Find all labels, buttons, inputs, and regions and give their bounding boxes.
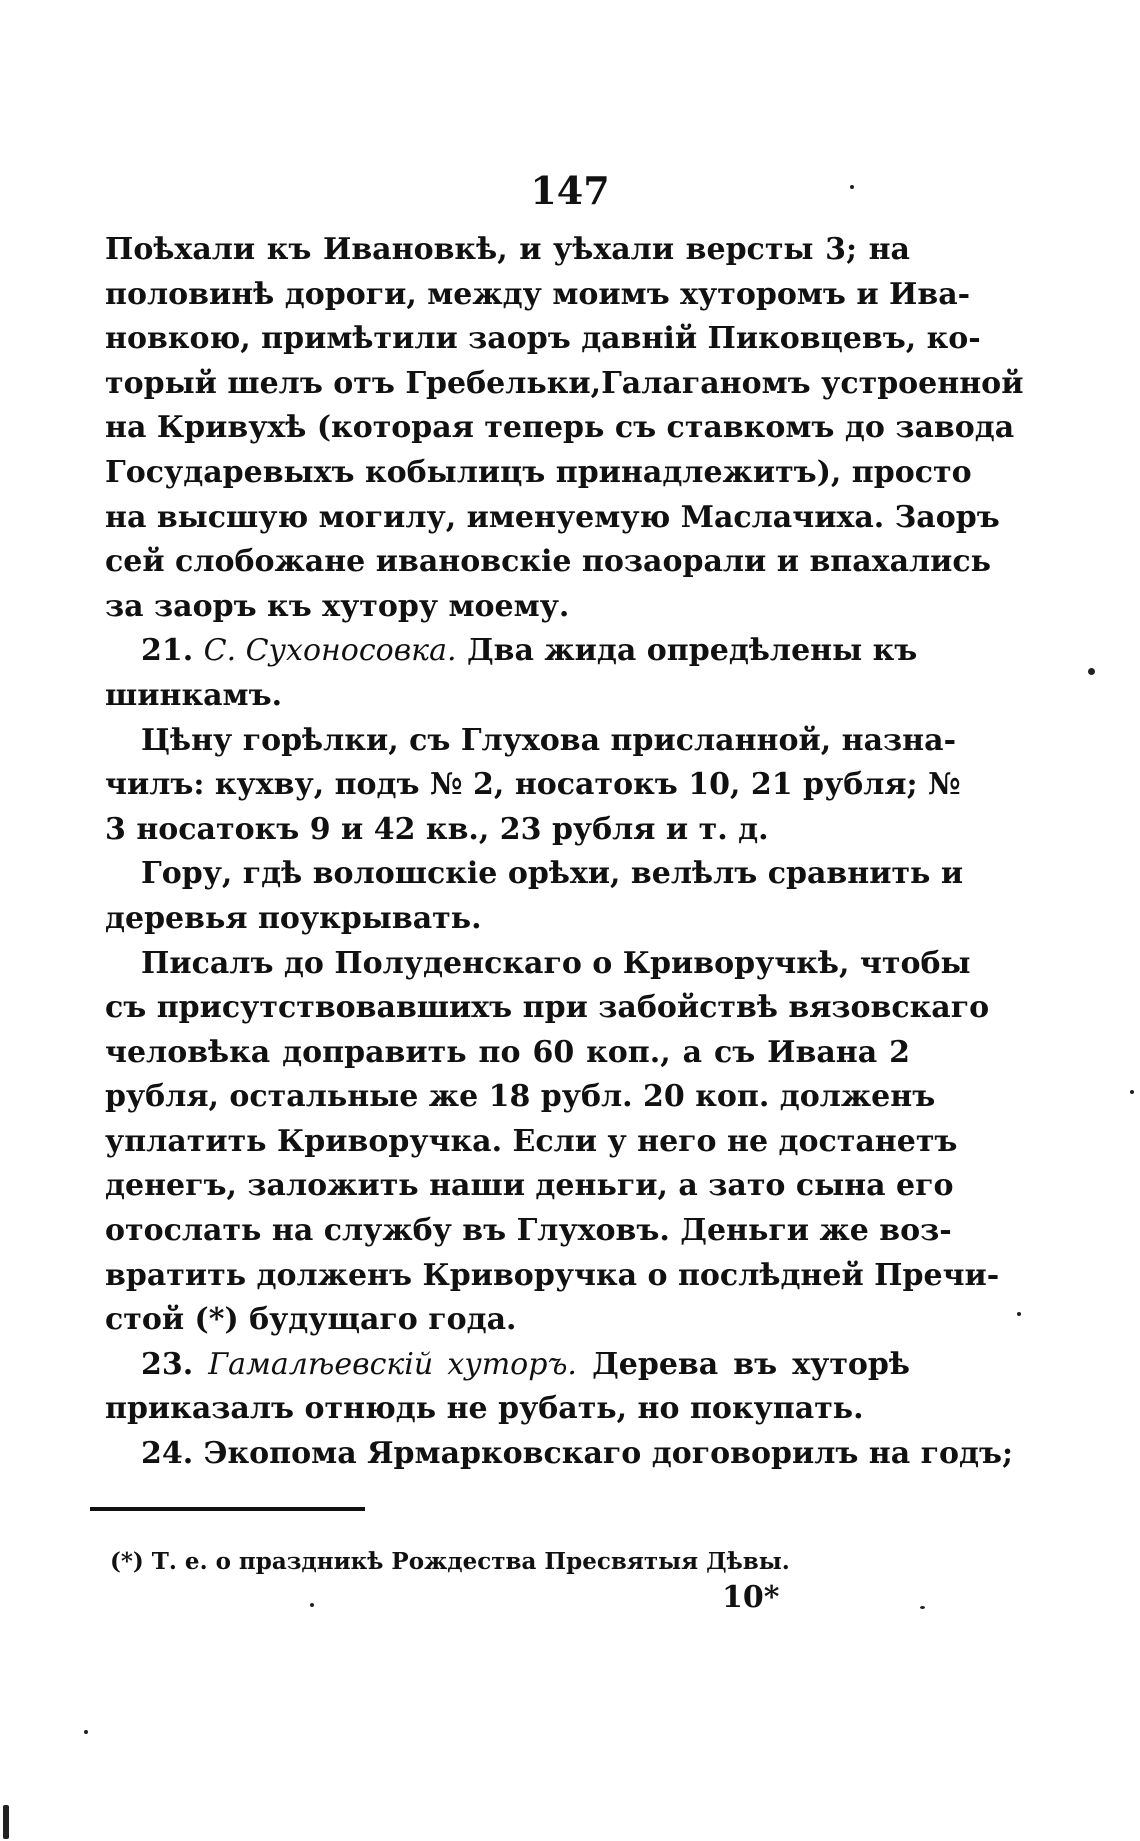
text-line: съ присутствовавшихъ при забойствѣ вязовскаго	[105, 990, 990, 1026]
text-line: уплатить Криворучка. Если у него не достанетъ	[105, 1123, 958, 1159]
footnote-rule	[90, 1507, 365, 1511]
ink-speck	[1130, 1090, 1134, 1094]
text-line: чилъ: кухву, подъ № 2, носатокъ 10, 21 рубля; №	[105, 767, 961, 803]
text-line: Гору, гдѣ волошскіе орѣхи, велѣлъ сравнить и	[141, 856, 964, 892]
text-line: на высшую могилу, именуемую Маслачиха. Заоръ	[105, 499, 1000, 535]
text-line: денегъ, заложить наши деньги, а зато сына его	[105, 1168, 954, 1204]
page-number: 147	[530, 168, 610, 213]
text-line: за заоръ къ хутору моему.	[105, 588, 570, 624]
text-line: Государевыхъ кобылицъ принадлежитъ), просто	[105, 454, 972, 490]
entry-21-heading	[105, 629, 918, 674]
ink-speck	[920, 1606, 925, 1609]
text-line: половинѣ дороги, между моимъ хуторомъ и Ива-	[105, 276, 971, 312]
text-line: на Кривухѣ (которая теперь съ ставкомъ до завода	[105, 410, 1015, 446]
ink-speck	[3, 1805, 9, 1839]
entry-23-heading	[105, 1343, 910, 1388]
ink-speck	[1088, 668, 1095, 675]
text-line: вратить долженъ Криворучка о послѣдней Пречи-	[105, 1257, 1000, 1293]
text-line: деревья поукрывать.	[105, 900, 482, 936]
ink-speck	[850, 185, 854, 189]
entry-title: Гамалѣевскій хуторъ.	[208, 1346, 577, 1382]
entry-text: Два жида опредѣлены къ	[466, 633, 918, 669]
text-line: Поѣхали къ Ивановкѣ, и уѣхали версты 3; на	[105, 232, 910, 267]
text-line: приказалъ отнюдь не рубать, но покупать.	[105, 1391, 864, 1427]
entry-number: 23.	[141, 1346, 194, 1382]
entry-24-line: 24. Экопома Ярмарковскаго договорилъ на годъ;	[141, 1436, 1014, 1472]
body-text	[105, 228, 1024, 1477]
text-line: стой (*) будущаго года.	[105, 1302, 517, 1338]
signature-mark: 10*	[722, 1580, 780, 1615]
text-line: отослать на службу въ Глуховъ. Деньги же воз-	[105, 1213, 952, 1249]
entry-title: С. Сухоносовка.	[203, 633, 457, 669]
ink-speck	[84, 1730, 88, 1734]
ink-speck	[310, 1603, 314, 1607]
text-line: шинкамъ.	[105, 677, 283, 713]
text-line: торый шелъ отъ Гребельки,Галаганомъ устроенной	[105, 365, 1024, 401]
text-line: Цѣну горѣлки, съ Глухова присланной, назна-	[141, 722, 957, 758]
entry-number: 21.	[141, 633, 194, 669]
ink-speck	[1017, 1312, 1021, 1316]
text-line: 3 носатокъ 9 и 42 кв., 23 рубля и т. д.	[105, 811, 769, 847]
entry-text: Дерева въ хуторѣ	[592, 1346, 910, 1382]
text-line: рубля, остальные же 18 рубл. 20 коп. долженъ	[105, 1079, 936, 1115]
text-line: сей слобожане ивановскіе позаорали и впахались	[105, 544, 992, 580]
footnote: (*) Т. е. о праздникѣ Рождества Пресвятыя Дѣвы.	[110, 1548, 790, 1575]
text-line: Писалъ до Полуденскаго о Криворучкѣ, чтобы	[141, 945, 971, 981]
text-line: человѣка доправить по 60 коп., а съ Ивана 2	[105, 1034, 910, 1070]
text-line: новкою, примѣтили заоръ давній Пиковцевъ, ко-	[105, 321, 981, 357]
